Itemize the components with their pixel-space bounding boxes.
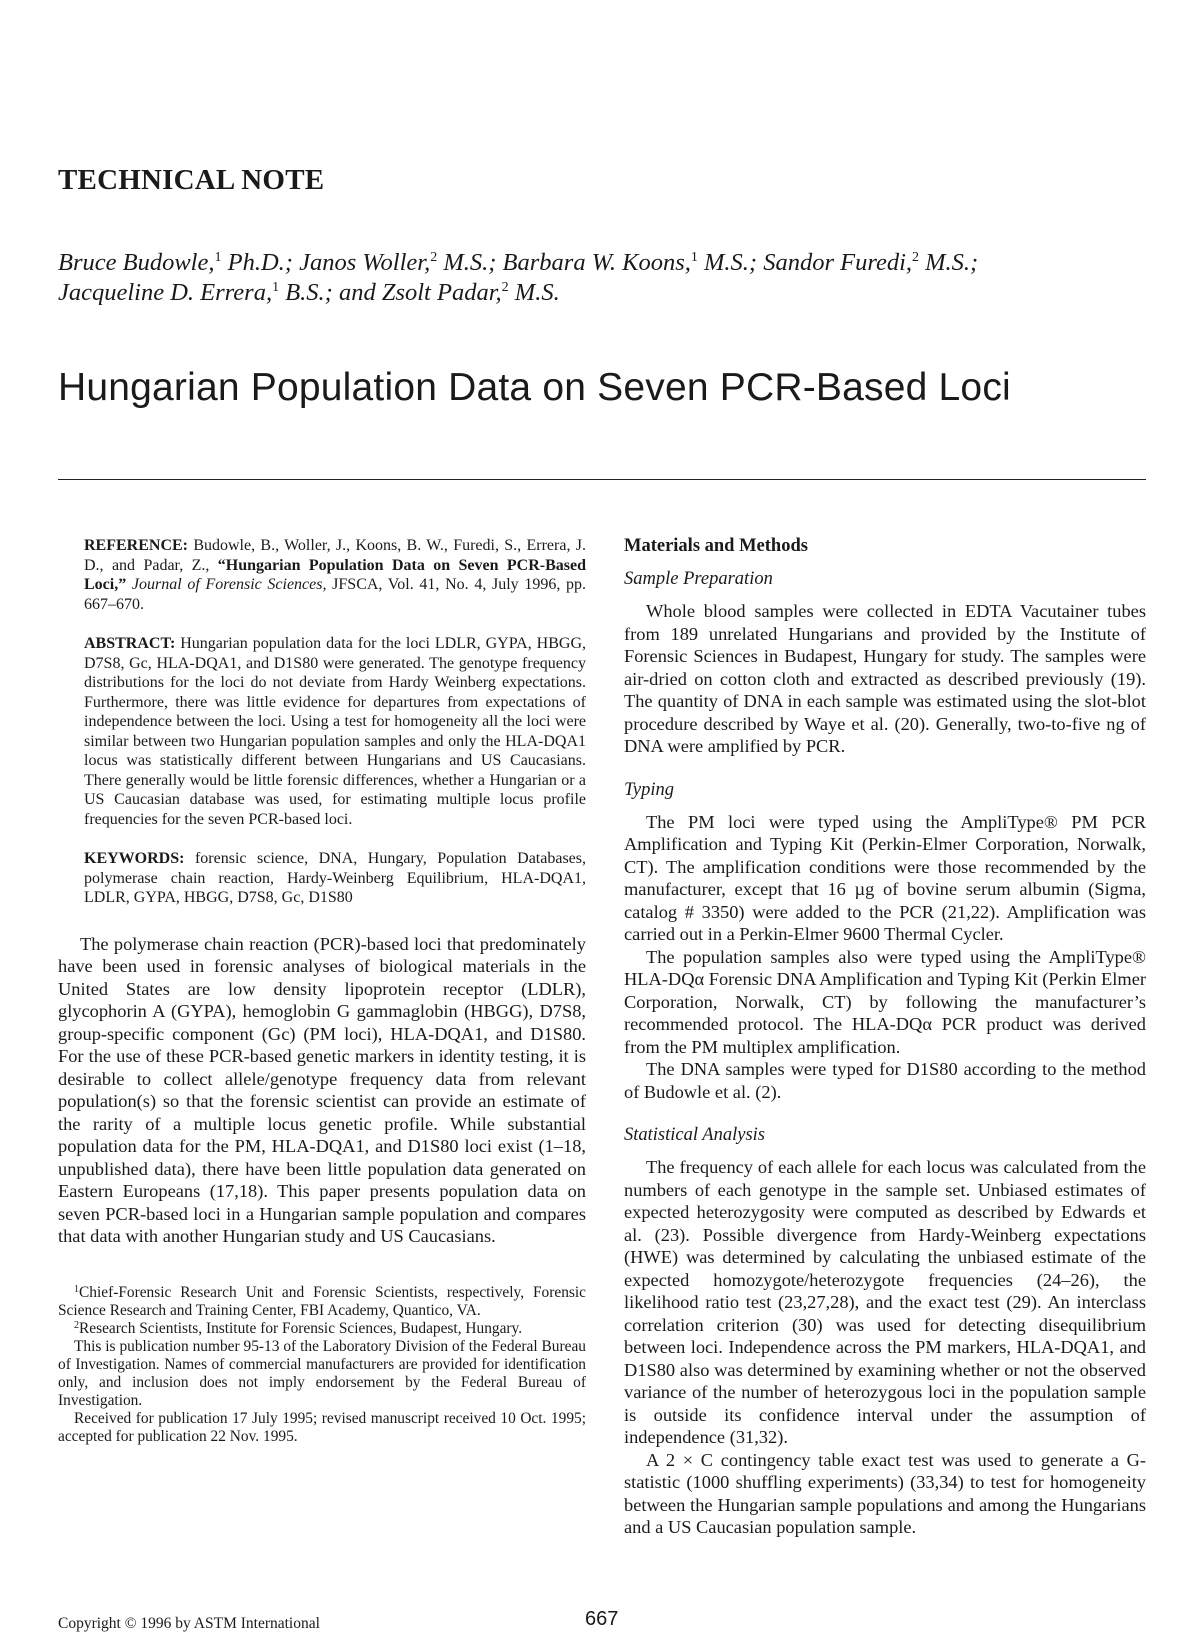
page-number: 667: [585, 1608, 619, 1630]
abstract-paragraph: ABSTRACT: Hungarian population data for the loci LDLR, GYPA, HBGG, D7S8, Gc, HLA-DQA1, and D1S80 were generated. The genotype frequency distributions for the loci do not deviate from Hardy Weinberg expectations. Furthermore, there was little evidence for departures from expectations of independence between the loci. Using a test for homogeneity all the loci were similar between two Hungarian population samples and only the HLA-DQA1 locus was statistically different between Hungarians and US Caucasians. There generally would be little forensic differences, whether a Hungarian or a US Caucasian database was used, for estimating multiple locus profile frequencies for the seven PCR-based loci.: [84, 635, 586, 828]
paper-title: Hungarian Population Data on Seven PCR-Based Loci: [58, 366, 1011, 409]
typing-paragraph-3: The DNA samples were typed for D1S80 according to the method of Budowle et al. (2).: [624, 1059, 1146, 1102]
right-column: [624, 536, 1146, 1539]
author-1: Bruce Budowle,$^1$ Ph.D.;: [58, 249, 293, 276]
publication-note: This is publication number 95-13 of the Laboratory Division of the Federal Bureau of Investigation. Names of commercial manufacturers are provided for identification only, and inclusion does not imply endorsement by the Federal Bureau of Investigation.: [58, 1337, 586, 1409]
statistics-paragraph-2: A 2 × C contingency table exact test was used to generate a G-statistic (1000 shuffling experiments) (33,34) to test for homogeneity between the Hungarian sample populations and among the Hungarians and a US Caucasian population sample.: [624, 1449, 1146, 1537]
author-5: Jacqueline D. Errera,$^1$ B.S.;: [58, 279, 333, 306]
reference-paragraph: REFERENCE: Budowle, B., Woller, J., Koons, B. W., Furedi, S., Errera, J. D., and Padar, Z., “Hungarian Population Data on Seven PCR-Based Loci,” Journal of Forensic Sciences, JFSCA, Vol. 41, No. 4, July 1996, pp. 667–670.: [84, 537, 587, 613]
typing-paragraph-2: The population samples also were typed using the AmpliType® HLA-DQα Forensic DNA Amplification and Typing Kit (Perkin Elmer Corporation, Norwalk, CT) by following the manufacturer’s recommended protocol. The HLA-DQα PCR product was derived from the PM multiplex amplification.: [624, 946, 1146, 1057]
title-divider: [58, 479, 1146, 480]
keywords-paragraph: KEYWORDS: forensic science, DNA, Hungary, Population Databases, polymerase chain reaction, Hardy-Weinberg Equilibrium, HLA-DQA1, LDLR, GYPA, HBGG, D7S8, Gc, D1S80: [84, 850, 586, 906]
sample-preparation-paragraph: Whole blood samples were collected in EDTA Vacutainer tubes from 189 unrelated Hungarians and provided by the Institute of Forensic Sciences in Budapest, Hungary for study. The samples were air-dried on cotton cloth and extracted as described previously (19). The quantity of DNA in each sample was estimated using the slot-blot procedure described by Waye et al. (20). Generally, two-to-five ng of DNA were amplified by PCR.: [624, 601, 1146, 756]
left-column: [58, 536, 586, 1446]
statistical-analysis-heading: Statistical Analysis: [624, 1125, 765, 1145]
typing-paragraph-1: The PM loci were typed using the AmpliType® PM PCR Amplification and Typing Kit (Perkin-Elmer Corporation, Norwalk, CT). The amplification conditions were those recommended by the manufacturer, except that 16 µg of bovine serum albumin (Sigma, catalog # 3350) were added to the PCR (21,22). Amplification was carried out in a Perkin-Elmer 9600 Thermal Cycler.: [624, 811, 1146, 944]
footnote-2: $^2$Research Scientists, Institute for Forensic Sciences, Budapest, Hungary.: [74, 1319, 523, 1337]
received-note: Received for publication 17 July 1995; revised manuscript received 10 Oct. 1995; accepted for publication 22 Nov. 1995.: [58, 1409, 586, 1445]
materials-methods-heading: Materials and Methods: [624, 536, 808, 556]
typing-heading: Typing: [624, 779, 675, 800]
footnotes: [58, 1284, 586, 1446]
sample-preparation-heading: Sample Preparation: [624, 569, 773, 589]
abstract-block: [58, 536, 586, 908]
author-6: and Zsolt Padar,$^2$ M.S.: [332, 279, 560, 306]
author-3: Barbara W. Koons,$^1$ M.S.;: [496, 249, 758, 276]
footnote-1: $^1$Chief-Forensic Research Unit and Forensic Scientists, respectively, Forensic Science Research and Training Center, FBI Academy, Quantico, VA.: [58, 1283, 586, 1319]
statistics-paragraph-1: The frequency of each allele for each locus was calculated from the numbers of each genotype in the sample set. Unbiased estimates of expected heterozygosity were computed as described by Edwards et al. (23). Possible divergence from Hardy-Weinberg expectations (HWE) was determined by calculating the unbiased estimate of the expected homozygote/heterozygote frequencies (24–26), the likelihood ratio test (23,27,28), and the exact test (29). An interclass correlation criterion (30) was used for detecting disequilibrium between loci. Independence across the PM markers, HLA-DQA1, and D1S80 also was determined by examining whether or not the observed variance of the number of heterozygous loci in the population sample is outside its confidence interval under the assumption of independence (31,32).: [624, 1157, 1146, 1447]
author-list: [58, 248, 1148, 308]
copyright-notice: Copyright © 1996 by ASTM International: [58, 1615, 320, 1632]
intro-paragraph: The polymerase chain reaction (PCR)-based loci that predominately have been used in forensic analyses of biological materials in the United States are low density lipoprotein receptor (LDLR), glycophorin A (GYPA), hemoglobin G gammaglobin (HBGG), D7S8, group-specific component (Gc) (PM loci), HLA-DQA1, and D1S80. For the use of these PCR-based genetic markers in identity testing, it is desirable to collect allele/genotype frequency data from relevant population(s) so that the forensic scientist can provide an estimate of the rarity of a multiple locus genetic profile. While substantial population data for the PM, HLA-DQA1, and D1S80 loci exist (1–18, unpublished data), there have been little population data generated on Eastern Europeans (17,18). This paper presents population data on seven PCR-based loci in a Hungarian sample population and compares that data with another Hungarian study and US Caucasians.: [58, 933, 586, 1246]
section-label: TECHNICAL NOTE: [58, 164, 325, 196]
author-4: Sandor Furedi,$^2$ M.S.;: [757, 249, 979, 276]
author-2: Janos Woller,$^2$ M.S.;: [292, 249, 497, 276]
